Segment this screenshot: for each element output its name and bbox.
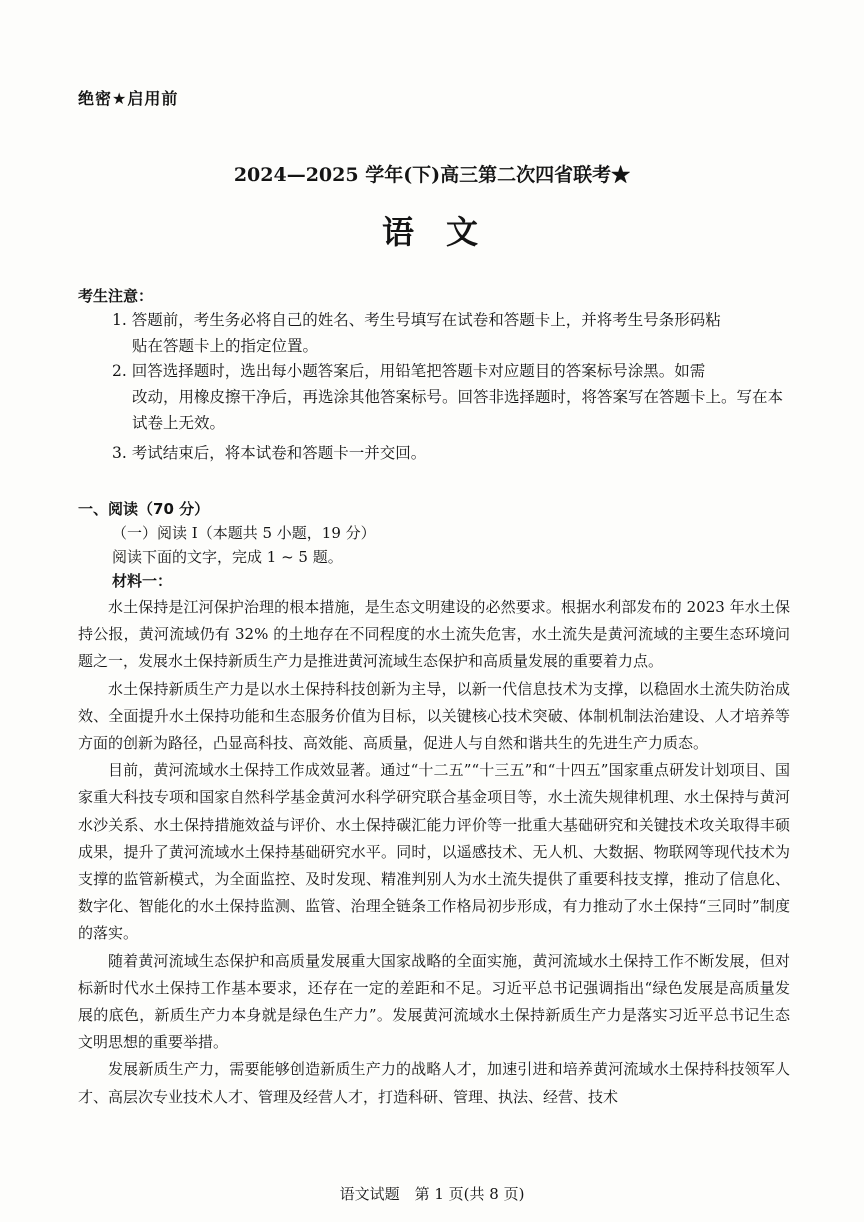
material-body [78, 594, 790, 1111]
notice-item-2-first: 2. 回答选择题时，选出每小题答案后，用铅笔把答题卡对应题目的答案标号涂黑。如需 [112, 362, 706, 380]
reading-instruction: 阅读下面的文字，完成 1 ~ 5 题。 [112, 548, 343, 566]
page-footer: 语文试题 第 1 页(共 8 页) [339, 1185, 525, 1203]
notice-heading: 考生注意： [78, 287, 154, 305]
paragraph-3: 目前，黄河流域水土保持工作成效显著。通过“十二五”“十三五”和“十四五”国家重点研发计划项目、国家重大科技专项和国家自然科学基金黄河水科学研究联合基金项目等，水土流失规律机理、水土保持与黄河水沙关系、水土保持措施效益与评价、水土保持碳汇能力评价等一批重大基础研究和关键技术攻关取得丰硕成果，提升了黄河流域水土保持基础研究水平。同时，以遥感技术、无人机、大数据、物联网等现代技术为支撑的监管新模式，为全面监控、及时发现、精准判别人为水土流失提供了重要科技支撑，推动了信息化、数字化、智能化的水土保持监测、监管、治理全链条工作格局初步形成，有力推动了水土保持“三同时”制度的落实。 [78, 761, 790, 943]
material-label: 材料一： [112, 572, 173, 590]
section-heading: 一、阅读（70 分） [78, 500, 210, 518]
notice-item-1-rest: 贴在答题卡上的指定位置。 [132, 337, 319, 355]
paragraph-5: 发展新质生产力，需要能够创造新质生产力的战略人才，加速引进和培养黄河流域水土保持科技领军人才、高层次专业技术人才、管理及经营人才，打造科研、管理、执法、经营、技术 [78, 1060, 790, 1106]
notice-item-2-rest: 改动，用橡皮擦干净后，再选涂其他答案标号。回答非选择题时，将答案写在答题卡上。写在本试卷上无效。 [132, 388, 784, 432]
subject-title: 语文 [381, 213, 510, 251]
sub-section-heading: （一）阅读 I（本题共 5 小题，19 分） [112, 524, 376, 542]
notice-item-1 [112, 307, 796, 359]
paragraph-4: 随着黄河流域生态保护和高质量发展重大国家战略的全面实施，黄河流域水土保持工作不断发展，但对标新时代水土保持工作基本要求，还存在一定的差距和不足。习近平总书记强调指出“绿色发展是高质量发展的底色，新质生产力本身就是绿色生产力”。发展黄河流域水土保持新质生产力是落实习近平总书记生态文明思想的重要举措。 [78, 951, 790, 1052]
exam-title: 2024—2025 学年(下)高三第二次四省联考★ [233, 164, 631, 186]
notice-item-3-first: 3. 考试结束后，将本试卷和答题卡一并交回。 [112, 444, 427, 462]
notice-item-1-first: 1. 答题前，考生务必将自己的姓名、考生号填写在试卷和答题卡上，并将考生号条形码粘 [112, 311, 721, 329]
notice-item-2 [112, 358, 796, 436]
paragraph-1: 水土保持是江河保护治理的根本措施，是生态文明建设的必然要求。根据水利部发布的 2023 年水土保持公报，黄河流域仍有 32% 的土地存在不同程度的水土流失危害，水土流失是黄河流域的主要生态环境问题之一，发展水土保持新质生产力是推进黄河流域生态保护和高质量发展的重要着力点。 [78, 598, 790, 671]
notice-item-3 [112, 440, 796, 466]
paragraph-2: 水土保持新质生产力是以水土保持科技创新为主导，以新一代信息技术为支撑，以稳固水土流失防治成效、全面提升水土保持功能和生态服务价值为目标，以关键核心技术突破、体制机制法治建设、人才培养等方面的创新为路径，凸显高科技、高效能、高质量，促进人与自然和谐共生的先进生产力质态。 [78, 679, 790, 753]
confidential-label: 绝密★启用前 [78, 89, 179, 108]
